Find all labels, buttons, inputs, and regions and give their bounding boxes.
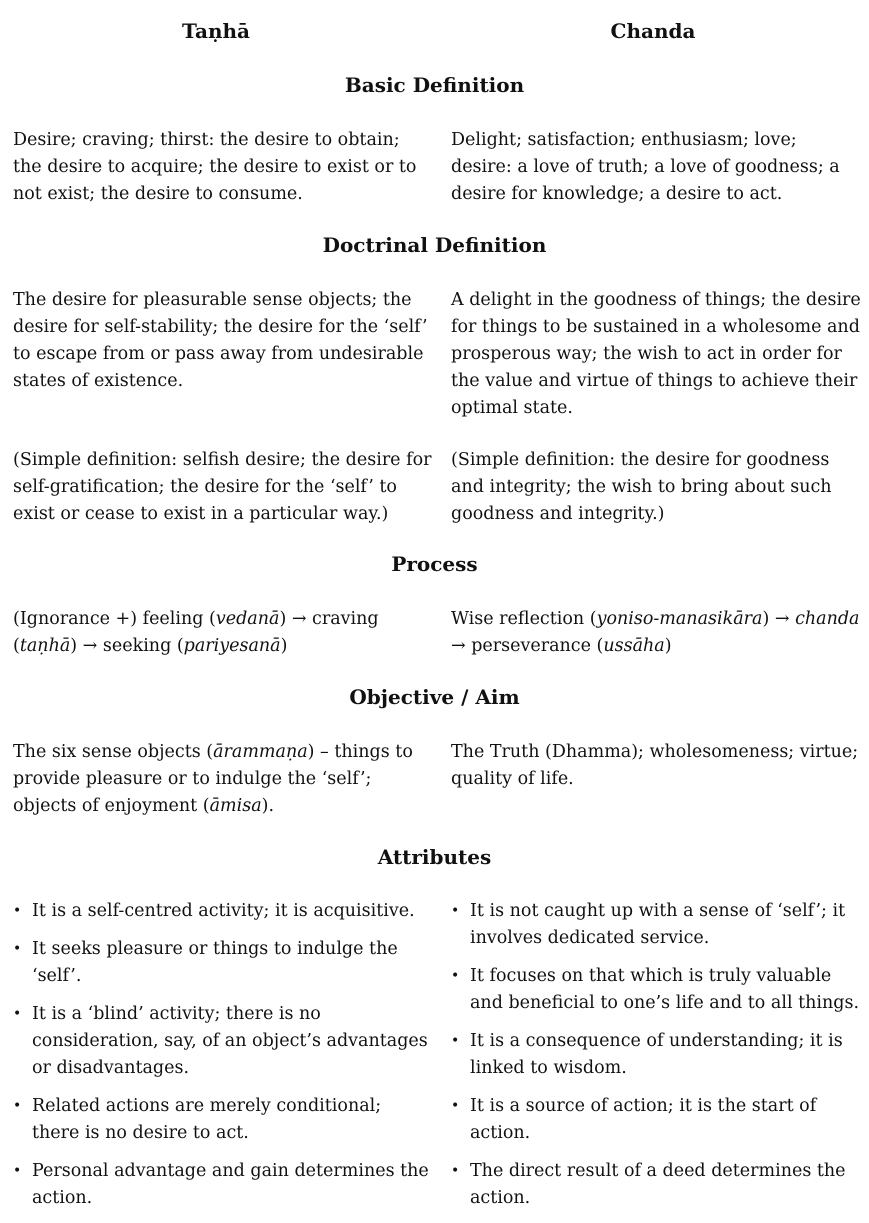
doctrinal-definition-chanda: A delight in the goodness of things; the desire for things to be sustained in a wholesome and prosperous way; the wish to act in order for the value and virtue of things to achieve their optimal state.: [451, 290, 861, 418]
simple-definition-tanha: (Simple definition: selfish desire; the desire for self-gratification; the desire for the ‘self’ to exist or cease to exist in a particular way.): [13, 450, 432, 524]
list-item: • It seeks pleasure or things to indulge the ‘self’.: [13, 936, 433, 990]
column-heading-tanha: Taṇhā: [182, 19, 250, 43]
list-item: • Related actions are merely conditional; there is no desire to act.: [13, 1093, 433, 1147]
list-item: • The direct result of a deed determines the action.: [451, 1158, 865, 1212]
list-item: • Personal advantage and gain determines the action.: [13, 1158, 433, 1212]
column-heading-chanda: Chanda: [610, 19, 696, 43]
basic-definition-tanha: Desire; craving; thirst: the desire to obtain; the desire to acquire; the desire to exist or to not exist; the desire to consume.: [13, 130, 417, 204]
list-item: • It is not caught up with a sense of ‘self’; it involves dedicated service.: [451, 898, 865, 952]
section-title-basic-definition: Basic Definition: [344, 73, 525, 97]
simple-definition-chanda: (Simple definition: the desire for goodness and integrity; the wish to bring about such goodness and integrity.): [451, 450, 832, 524]
objective-tanha: The six sense objects (ārammaṇa) – things to provide pleasure or to indulge the ‘self’; objects of enjoyment (āmisa).: [13, 742, 413, 816]
list-item: • It is a consequence of understanding; it is linked to wisdom.: [451, 1028, 865, 1082]
list-item: • It focuses on that which is truly valuable and beneficial to one’s life and to all things.: [451, 963, 865, 1017]
list-item: • It is a ‘blind’ activity; there is no consideration, say, of an object’s advantages or disadvantages.: [13, 1001, 433, 1082]
basic-definition-chanda: Delight; satisfaction; enthusiasm; love; desire: a love of truth; a love of goodness; a desire for knowledge; a desire to act.: [451, 130, 840, 204]
process-chanda: Wise reflection (yoniso-manasikāra) → chanda → perseverance (ussāha): [451, 609, 860, 656]
doctrinal-definition-tanha: The desire for pleasurable sense objects; the desire for self-stability; the desire for the ‘self’ to escape from or pass away from undesirable states of existence.: [13, 290, 428, 391]
list-item: • It is a source of action; it is the start of action.: [451, 1093, 865, 1147]
objective-chanda: The Truth (Dhamma); wholesomeness; virtue; quality of life.: [451, 742, 859, 789]
attributes-list-tanha: [13, 898, 433, 1223]
section-title-doctrinal-definition: Doctrinal Definition: [322, 233, 547, 257]
section-title-objective-aim: Objective / Aim: [349, 685, 520, 709]
process-tanha: (Ignorance +) feeling (vedanā) → craving (taṇhā) → seeking (pariyesanā): [13, 609, 379, 656]
section-title-process: Process: [391, 552, 478, 576]
list-item: • It is a self-centred activity; it is acquisitive.: [13, 898, 433, 925]
section-title-attributes: Attributes: [377, 845, 492, 869]
attributes-list-chanda: [451, 898, 865, 1223]
